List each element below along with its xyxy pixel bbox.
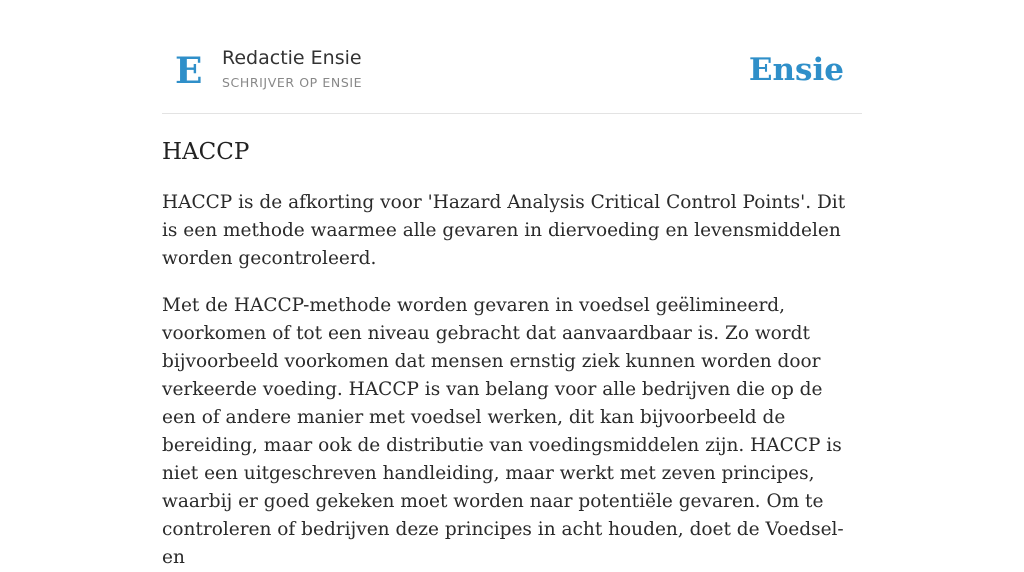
article-paragraph: HACCP is de afkorting voor 'Hazard Analysis Critical Control Points'. Dit is een methode waarmee alle gevaren in diervoeding en levensmiddelen worden gecontroleerd. xyxy=(162,192,846,269)
article-paragraph: Met de HACCP-methode worden gevaren in voedsel geëlimineerd, voorkomen of tot een niveau gebracht dat aanvaardbaar is. Zo wordt bijvoorbeeld voorkomen dat mensen ernstig ziek kunnen worden door verkeerde voeding. HACCP is van belang voor alle bedrijven die op de een of andere manier met voedsel werken, dit kan bijvoorbeeld de bereiding, maar ook de distributie van voedingsmiddelen zijn. HACCP is niet een uitgeschreven handleiding, maar werkt met zeven principes, waarbij er goed gekeken moet worden naar potentiële gevaren. Om te controleren of bedrijven deze principes in acht houden, doet de Voedsel- en xyxy=(162,295,844,568)
ensie-brand-logo[interactable]: Ensie xyxy=(748,52,844,88)
author-role: SCHRIJVER OP ENSIE xyxy=(222,75,363,90)
author-name[interactable]: Redactie Ensie xyxy=(222,47,362,69)
ensie-logo-letter[interactable]: E xyxy=(175,50,203,92)
article-title: HACCP xyxy=(162,139,250,165)
article-body xyxy=(162,134,862,572)
author-header xyxy=(162,40,862,114)
